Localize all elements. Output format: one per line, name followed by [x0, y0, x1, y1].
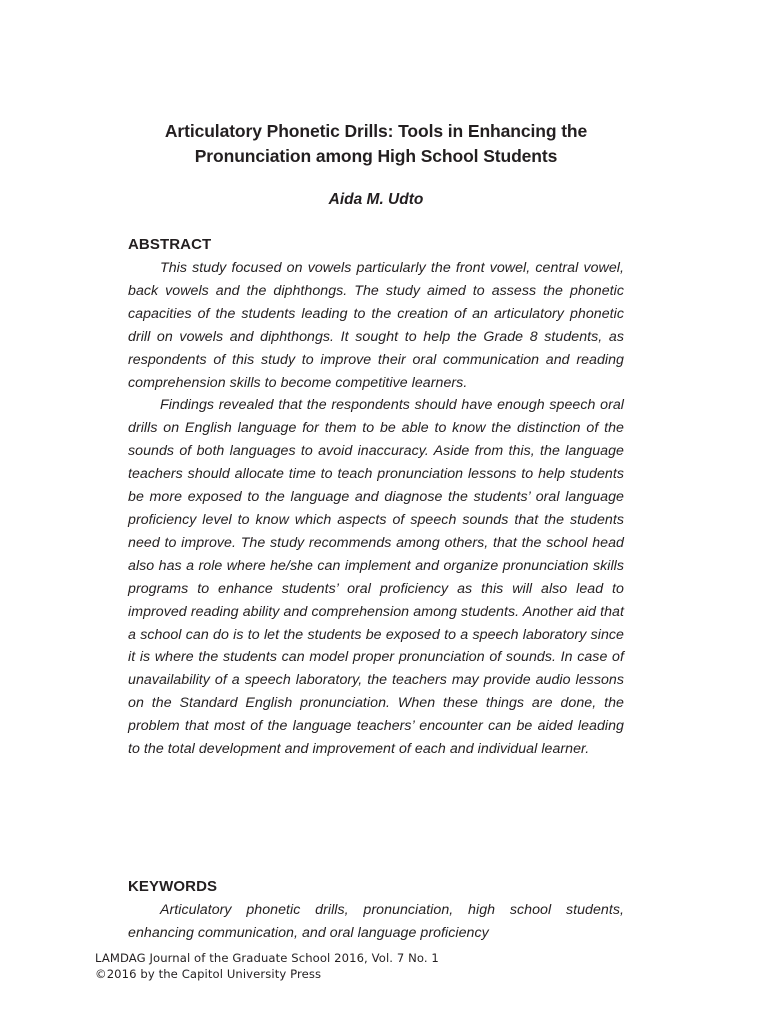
keywords-heading: KEYWORDS	[128, 878, 218, 895]
page-footer	[95, 951, 439, 982]
keywords-body	[128, 899, 624, 945]
paper-title-line-1: Articulatory Phonetic Drills: Tools in Enhancing the	[164, 121, 588, 141]
abstract-body	[128, 257, 624, 761]
abstract-paragraph-1: This study focused on vowels particularly the front vowel, central vowel, back vowels and the diphthongs. The study aimed to assess the phonetic capacities of the students leading to the creation of an articulatory phonetic drill on vowels and diphthongs. It sought to help the Grade 8 students, as respondents of this study to improve their oral communication and reading comprehension skills to become competitive learners.	[128, 260, 624, 391]
abstract-heading: ABSTRACT	[128, 236, 212, 253]
journal-citation: LAMDAG Journal of the Graduate School 2016, Vol. 7 No. 1	[95, 951, 439, 965]
abstract-paragraph-2: Findings revealed that the respondents should have enough speech oral drills on English language for them to be able to know the distinction of the sounds of both languages to avoid inaccuracy. Aside from this, the language teachers should allocate time to teach pronunciation lessons to help students be more exposed to the language and diagnose the students’ oral language proficiency level to know which aspects of speech sounds that the students need to improve. The study recommends among others, that the school head also has a role where he/she can implement and organize pronunciation skills programs to enhance students’ oral proficiency as this will also lead to improved reading ability and comprehension among students. Another aid that a school can do is to let the students be exposed to a speech laboratory since it is where the students can model proper pronunciation of sounds. In case of unavailability of a speech laboratory, the teachers may provide audio lessons on the Standard English pronunciation. When these things are done, the problem that most of the language teachers’ encounter can be aided leading to the total development and improvement of each and individual learner.	[128, 397, 624, 758]
paper-title	[110, 119, 642, 169]
author-name: Aida M. Udto	[328, 191, 424, 208]
paper-title-line-2: Pronunciation among High School Students	[194, 146, 558, 166]
copyright-notice: ©2016 by the Capitol University Press	[95, 966, 322, 981]
keywords-text: Articulatory phonetic drills, pronunciation, high school students, enhancing communication, and oral language proficiency	[128, 902, 624, 941]
